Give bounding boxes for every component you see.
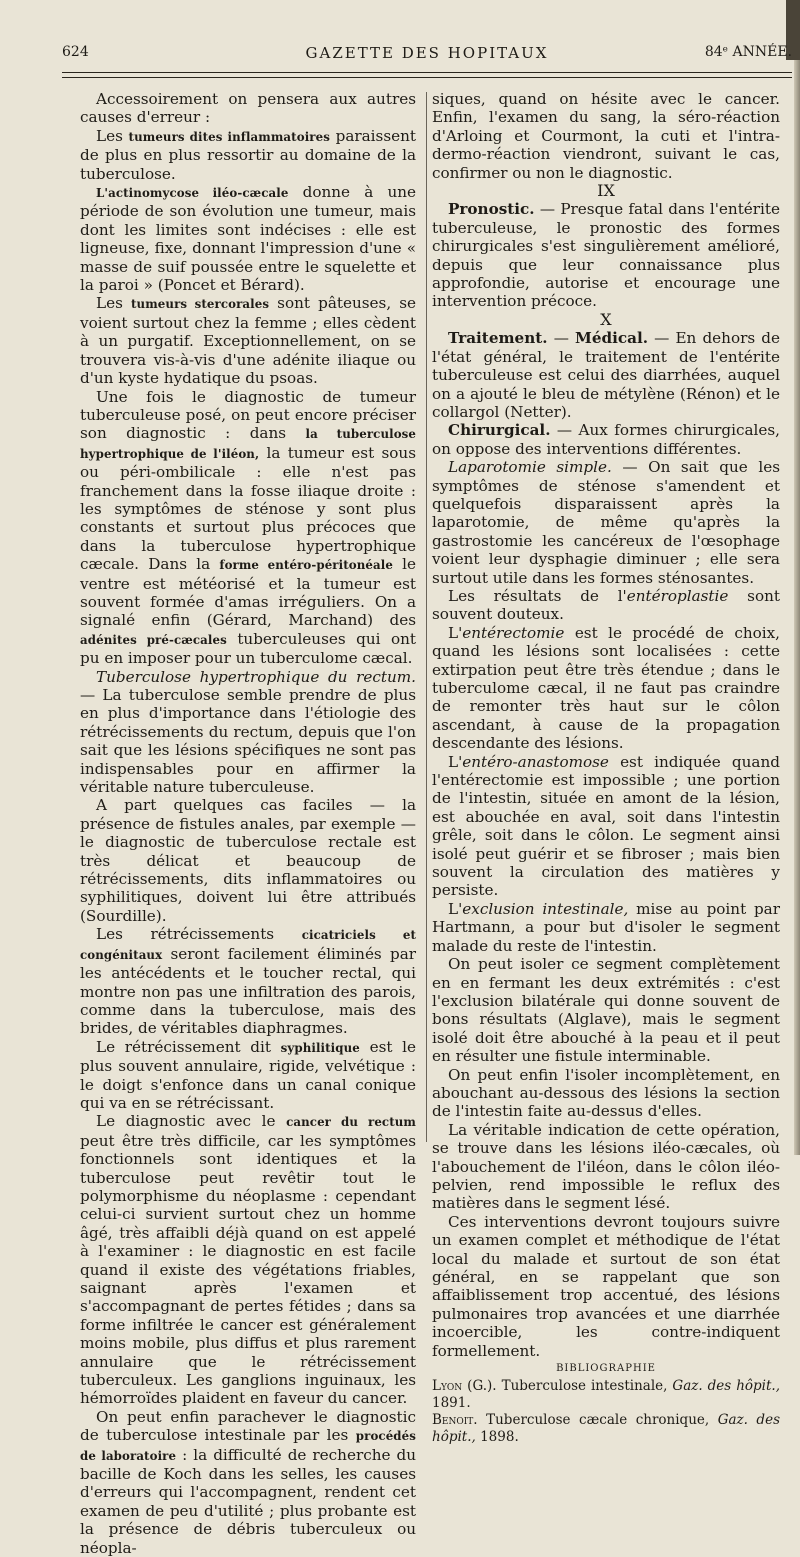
paragraph: Le diagnostic avec le cancer du rectum peut être très difficile, car les symptômes fonctionnels sont identiques et la tuberculose peut revêtir tout le polymorphisme du néoplasme : cependant celui-ci survient surtout chez un homme âgé, très affaibli déjà quand on est appelé à l'examiner : le diagnostic en est facile quand il existe des végétations friables, saignant après l'examen et s'accompagnant de pertes fétides ; dans sa forme infiltrée le cancer est généralement moins mobile, plus diffus et plus rarement annulaire que le rétrécissement tuberculeux. Les ganglions inguinaux, les hémorroïdes plaident en faveur du cancer. [80,1112,417,1408]
paragraph: Le rétrécissement dit syphilitique est le plus souvent annulaire, rigide, velvétique : le doigt s'enfonce dans un canal conique qui va en se rétrécissant. [80,1037,417,1112]
bibliography-entry: Lyon (G.). Tuberculose intestinale, Gaz. des hôpit., 1891. [432,1378,780,1412]
paragraph: siques, quand on hésite avec le cancer. Enfin, l'examen du sang, la séro-réaction d'Arloing et Courmont, la cuti et l'intra-dermo-réaction viendront, suivant le cas, confirmer ou non le diagnostic. [432,90,780,182]
section-heading: Traitement. [448,329,548,348]
paragraph: Tuberculose hypertrophique du rectum. — La tuberculose semble prendre de plus en plus d'importance dans l'étiologie des rétrécissements du rectum, depuis que l'on sait que les lésions spécifiques ne sont pas indispensables pour en affirmer la véritable nature tuberculeuse. [80,667,416,797]
paragraph: Les rétrécissements cicatriciels et congénitaux seront facilement éliminés par les antécédents et le toucher rectal, qui montre non pas une infiltration des parois, comme dans la tuberculose, mais des brides, de véritables diaphragmes. [80,925,417,1038]
bibliography-title: BIBLIOGRAPHIE [556,1363,656,1375]
right-column [432,90,780,1446]
paragraph: Chirurgical. — Aux formes chirurgicales, on oppose des interventions différentes. [432,421,780,458]
paragraph: L'exclusion intestinale, mise au point par Hartmann, a pour but d'isoler le segment malade du reste de l'intestin. [432,899,780,955]
paragraph: Traitement. — Médical. — En dehors de l'état général, le traitement de l'entérite tuberculeuse est celui des diarrhées, auquel on a ajouté le bleu de métylène (Rénon) et le collargol (Netter). [432,329,780,421]
header-rule [62,72,792,78]
paragraph: A part quelques cas faciles — la présence de fistules anales, par exemple — le diagnostic de tuberculose rectale est très délicat et beaucoup de rétrécissements, dits inflammatoires ou syphilitiques, doivent lui être attribués (Sourdille). [80,796,416,925]
left-column [80,90,416,1557]
paragraph: Une fois le diagnostic de tumeur tuberculeuse posé, on peut encore préciser son diagnostic : dans la tuberculose hypertrophique de l'iléon, la tumeur est sous ou péri-ombilicale : elle n'est pas franchement dans la fosse iliaque droite : les symptômes de sténose y sont plus constants et surtout plus précoces que dans la tuberculose hypertrophique cæcale. Dans la forme entéro-péritonéale le ventre est météorisé et la tumeur est souvent formée d'amas irréguliers. On a signalé enfin (Gérard, Marchand) des adénites pré-cæcales tuberculeuses qui ont pu en imposer pour un tuberculome cæcal. [80,387,417,668]
bibliography-entry: Benoit. Tuberculose cæcale chronique, Gaz. des hôpit., 1898. [432,1412,780,1446]
paragraph: L'entérectomie est le procédé de choix, quand les lésions sont localisées : cette extirpation peut être très étendue ; dans le tuberculome cæcal, il ne faut pas craindre de remonter très haut sur le côlon ascendant, à cause de la propagation descendante des lésions. [432,623,780,753]
volume-year: 84ᵉ ANNÉE. [704,44,792,60]
paragraph: Les tumeurs stercorales sont pâteuses, se voient surtout chez la femme ; elles cèdent à un purgatif. Exceptionnellement, on se trouvera vis-à-vis d'une adénite iliaque ou d'un kyste hydatique du psoas. [80,294,417,388]
paragraph: Les tumeurs dites inflammatoires paraissent de plus en plus ressortir au domaine de la tuberculose. [80,126,417,183]
page-number: 624 [62,44,89,60]
section-number: IX [597,181,615,201]
paragraph: L'actinomycose iléo-cæcale donne à une période de son évolution une tumeur, mais dont les limites sont indécises : elle est ligneuse, fixe, donnant l'impression d'une « masse de suif poussée entre le squelette et la paroi » (Poncet et Bérard). [80,183,416,295]
paragraph: Accessoirement on pensera aux autres causes d'erreur : [80,90,416,127]
paragraph: On peut enfin parachever le diagnostic de tuberculose intestinale par les procédés de laboratoire : la difficulté de recherche du bacille de Koch dans les selles, les causes d'erreurs qui l'accompagnent, rendent cet examen de peu d'utilité ; plus probante est la présence de débris tuberculeux ou néopla- [80,1407,417,1557]
paragraph: Ces interventions devront toujours suivre un examen complet et méthodique de l'état local du malade et surtout de son état général, en se rappelant que son affaiblissement trop accentué, des lésions pulmonaires trop avancées et une diarrhée incoercible, les contre-indiquent formellement. [432,1212,780,1360]
column-divider [426,92,427,1142]
journal-title: GAZETTE DES HOPITAUX [305,44,549,62]
page-edge-shadow [794,0,800,1155]
section-number: X [600,309,612,329]
paragraph: L'entéro-anastomose est indiquée quand l'entérectomie est impossible ; une portion de l'intestin, située en amont de la lésion, est abouchée en aval, soit dans l'intestin grêle, soit dans le côlon. Le segment ainsi isolé peut guérir et se fibroser ; mais bien souvent la circulation des matières y persiste. [432,752,780,900]
paragraph: Les résultats de l'entéroplastie sont souvent douteux. [432,586,780,624]
paragraph: On peut enfin l'isoler incomplètement, en abouchant au-dessous des lésions la section de l'intestin faite au-dessus d'elles. [432,1065,780,1121]
paragraph: Laparotomie simple. — On sait que les symptômes de sténose s'amendent et quelquefois disparaissent après la laparotomie, de même qu'après la gastrostomie les cancéreux de l'œsophage voient leur dysphagie diminuer ; elle sera surtout utile dans les formes sténosantes. [432,458,780,587]
paragraph: La véritable indication de cette opération, se trouve dans les lésions iléo-cæcales, où l'abouchement de l'iléon, dans le côlon iléo-pelvien, rend impossible le reflux des matières dans le segment lésé. [432,1120,780,1213]
page-header [62,44,792,68]
paragraph: Pronostic. — Presque fatal dans l'entérite tuberculeuse, le pronostic des formes chirurgicales s'est singulièrement amélioré, depuis que leur connaissance plus approfondie, autorise et encourage une intervention précoce. [432,200,780,311]
section-heading: Pronostic. [448,200,535,219]
paragraph: On peut isoler ce segment complètement en en fermant les deux extrémités : c'est l'exclusion bilatérale qui donne souvent de bons résultats (Alglave), mais le segment isolé doit être abouché à la peau et il peut en résulter une fistule interminable. [432,955,780,1066]
